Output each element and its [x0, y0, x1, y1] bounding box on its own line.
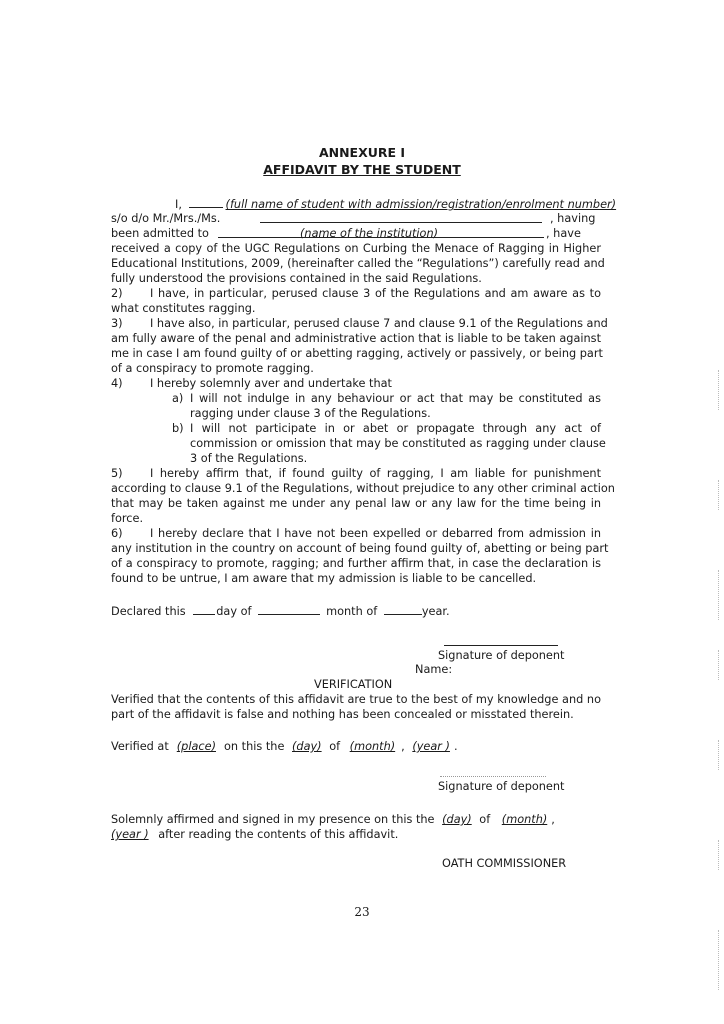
solemn-comma: , — [551, 813, 555, 826]
year-blank — [384, 603, 422, 615]
declared-month: month of — [326, 605, 378, 618]
clause-4a-line-2: ragging under clause 3 of the Regulations. — [190, 407, 431, 420]
admitted-label: been admitted to — [111, 227, 209, 240]
clause-3-line-3: me in case I am found guilty of or abetting ragging, actively or passively, or being part — [111, 347, 603, 360]
solemn-suffix: after reading the contents of this affidavit. — [158, 828, 399, 841]
intro-line-4: received a copy of the UGC Regulations on Curbing the Menace of Ragging in Higher — [111, 242, 601, 255]
scan-artifact — [718, 570, 721, 620]
solemn-prefix: Solemnly affirmed and signed in my presence on this the — [111, 813, 435, 826]
solemn-year: (year ) — [111, 828, 149, 841]
clause-4-number: 4) — [111, 377, 123, 390]
clause-6-line-1: I hereby declare that I have not been expelled or debarred from admission in — [150, 527, 601, 540]
declared-prefix: Declared this — [111, 605, 186, 618]
verified-at-line — [111, 739, 458, 754]
i-label: I, — [175, 198, 182, 211]
clause-4a-label: a) — [172, 392, 184, 405]
signature-line — [444, 645, 558, 646]
clause-2-line-2: what constitutes ragging. — [111, 302, 256, 315]
solemn-line-2 — [111, 827, 398, 842]
clause-4b-label: b) — [172, 422, 184, 435]
declared-day: day of — [216, 605, 252, 618]
clause-6-line-2: any institution in the country on account of being found guilty of, abetting or being part — [111, 542, 609, 555]
of-text: of — [329, 740, 341, 753]
signature-label: Signature of deponent — [438, 649, 565, 662]
intro-line-6: fully understood the provisions contained in the said Regulations. — [111, 272, 482, 285]
clause-3-line-2: am fully aware of the penal and administrative action that is liable to be taken against — [111, 332, 601, 345]
parent-name-blank — [260, 211, 542, 223]
signature-line-2 — [440, 776, 546, 777]
declared-year: year. — [421, 605, 450, 618]
clause-4a-line-1: I will not indulge in any behaviour or act that may be constituted as — [190, 392, 601, 405]
place-placeholder: (place) — [176, 740, 216, 753]
affidavit-title: AFFIDAVIT BY THE STUDENT — [263, 162, 461, 177]
so-label: s/o d/o Mr./Mrs./Ms. — [111, 212, 221, 225]
clause-5-line-4: force. — [111, 512, 144, 525]
have-text: , have — [546, 227, 581, 240]
day-placeholder: (day) — [292, 740, 322, 753]
clause-6-line-4: found to be untrue, I am aware that my admission is liable to be cancelled. — [111, 572, 537, 585]
clause-4b-line-2: commission or omission that may be constituted as ragging under clause — [190, 437, 606, 450]
clause-3-line-4: of a conspiracy to promote ragging. — [111, 362, 314, 375]
clause-3-line-1: I have also, in particular, perused clause 7 and clause 9.1 of the Regulations and — [150, 317, 608, 330]
comma-text: , — [401, 740, 405, 753]
clause-5-line-2: according to clause 9.1 of the Regulations, without prejudice to any other criminal action — [111, 482, 615, 495]
clause-4b-line-3: 3 of the Regulations. — [190, 452, 308, 465]
clause-3-number: 3) — [111, 317, 123, 330]
oath-commissioner: OATH COMMISSIONER — [442, 857, 567, 870]
clause-5-number: 5) — [111, 467, 123, 480]
verification-heading: VERIFICATION — [314, 678, 393, 691]
intro-line-1 — [175, 196, 616, 212]
annexure-heading: ANNEXURE I — [318, 145, 406, 160]
clause-6-line-3: of a conspiracy to promote, ragging; and further affirm that, in case the declaration is — [111, 557, 601, 570]
name-label: Name: — [415, 663, 453, 676]
verified-at-label: Verified at — [111, 740, 169, 753]
scan-artifact — [718, 650, 721, 680]
month-blank — [258, 603, 320, 615]
having-text: , having — [550, 212, 596, 225]
scan-artifact — [718, 930, 721, 990]
day-blank — [193, 603, 215, 615]
intro-line-5: Educational Institutions, 2009, (hereinafter called the “Regulations”) carefully read and — [111, 257, 605, 270]
scan-artifact — [718, 740, 721, 770]
scan-artifact — [718, 370, 721, 410]
clause-4b-line-1: I will not participate in or abet or propagate through any act of — [190, 422, 601, 435]
clause-6-number: 6) — [111, 527, 123, 540]
full-name-placeholder: (full name of student with admission/registration/enrolment number) — [225, 198, 617, 211]
institution-placeholder: (name of the institution) — [300, 227, 439, 240]
clause-2-line-1: I have, in particular, perused clause 3 of the Regulations and am aware as to — [150, 287, 601, 300]
on-this-the: on this the — [223, 740, 285, 753]
solemn-month: (month) — [501, 813, 548, 826]
scan-artifact — [718, 840, 721, 870]
month-placeholder: (month) — [349, 740, 396, 753]
signature-label-2: Signature of deponent — [438, 780, 565, 793]
verification-line-2: part of the affidavit is false and nothing has been concealed or misstated therein. — [111, 708, 574, 721]
year-placeholder: (year ) — [412, 740, 450, 753]
period-text: . — [453, 740, 458, 753]
clause-4-line-1: I hereby solemnly aver and undertake that — [150, 377, 392, 390]
declared-line — [111, 603, 450, 619]
solemn-of: of — [479, 813, 491, 826]
solemn-line-1 — [111, 812, 555, 827]
clause-5-line-1: I hereby affirm that, if found guilty of ragging, I am liable for punishment — [150, 467, 601, 480]
solemn-day: (day) — [442, 813, 472, 826]
scan-artifact — [718, 480, 721, 510]
page-number: 23 — [354, 905, 370, 919]
verification-line-1: Verified that the contents of this affidavit are true to the best of my knowledge and no — [111, 693, 601, 706]
clause-2-number: 2) — [111, 287, 123, 300]
blank-line — [189, 196, 223, 208]
clause-5-line-3: that may be taken against me under any penal law or any law for the time being in — [111, 497, 601, 510]
